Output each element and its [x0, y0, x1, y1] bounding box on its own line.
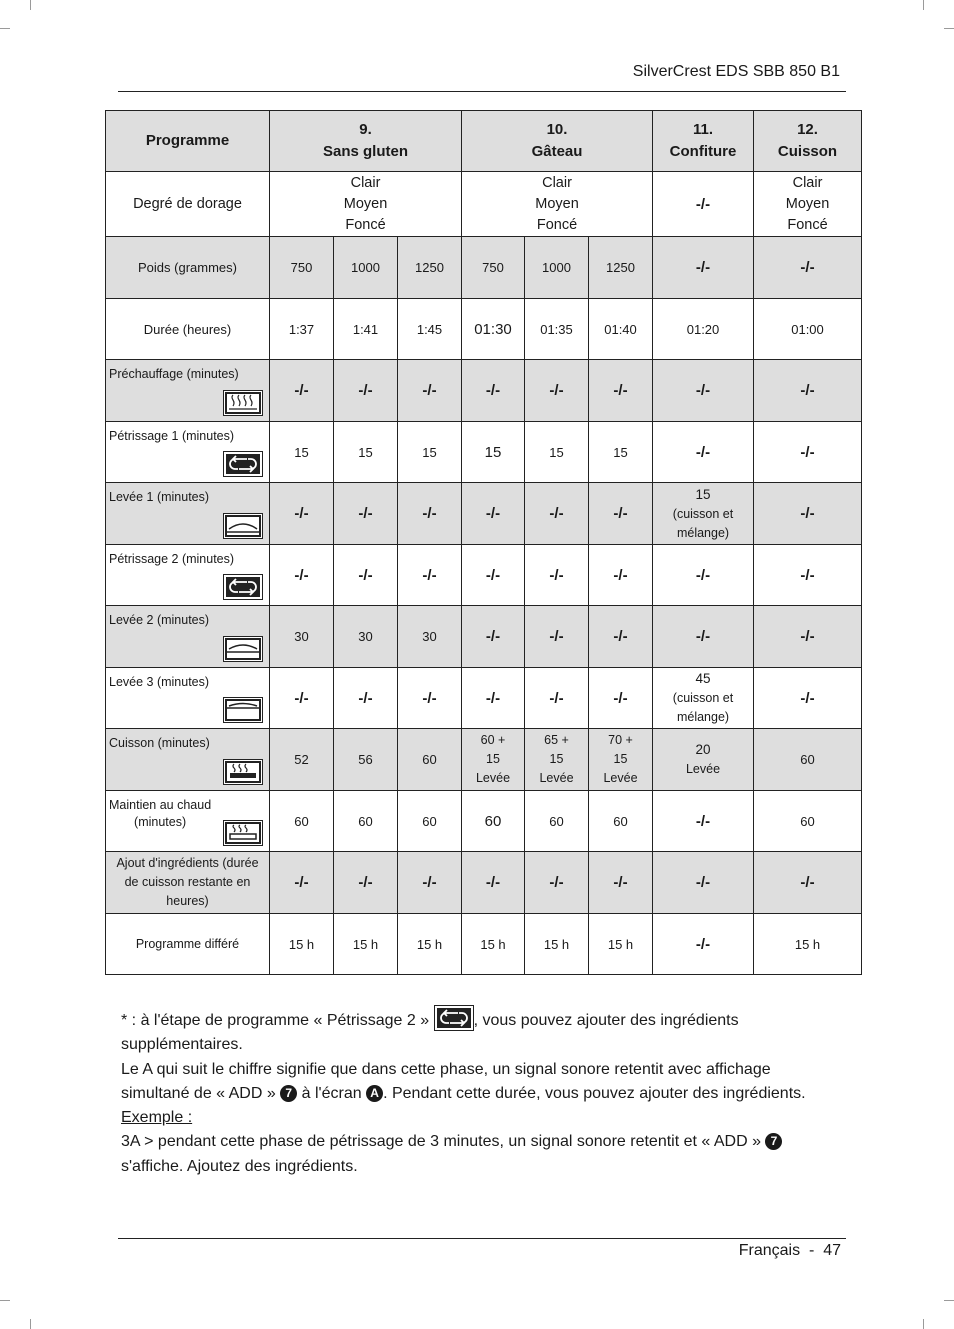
program-table [105, 110, 862, 975]
row-preheat [106, 360, 862, 422]
cell-value: 15 [398, 422, 462, 483]
cell-dash: -/- [525, 852, 589, 914]
cell-dash: -/- [589, 606, 653, 668]
keep-warm-icon [223, 820, 263, 846]
cell-value: 750 [462, 237, 525, 299]
cell-browning-p10: Clair Moyen Foncé [462, 172, 653, 237]
row-label-cell [106, 791, 270, 852]
number-7-icon: 7 [765, 1133, 782, 1150]
cell-browning-p9: Clair Moyen Foncé [270, 172, 462, 237]
knead-icon [223, 451, 263, 477]
cell-dash: -/- [525, 483, 589, 545]
cell-dash: -/- [754, 668, 862, 729]
note-line: s'affiche. Ajoutez des ingrédients. [121, 1157, 358, 1175]
row-label: Poids (grammes) [106, 237, 270, 299]
cell-dash: -/- [398, 852, 462, 914]
cell-value: 01:00 [754, 299, 862, 360]
cell-value: 750 [270, 237, 334, 299]
header-program-12: 12. Cuisson [754, 111, 862, 172]
note-line: simultané de « ADD » 7 à l'écran A . Pendant cette durée, vous pouvez ajouter des ingrédients. [121, 1084, 806, 1102]
cell-dash: -/- [589, 852, 653, 914]
row-browning [106, 172, 862, 237]
cell-dash: -/- [653, 914, 754, 975]
row-label-cell [106, 668, 270, 729]
header-program-10: 10. Gâteau [462, 111, 653, 172]
row-rise1 [106, 483, 862, 545]
cell-value: 52 [270, 729, 334, 791]
cell-dash: -/- [653, 172, 754, 237]
cell-dash: -/- [334, 545, 398, 606]
cell-dash: -/- [653, 606, 754, 668]
row-label: Ajout d'ingrédients (durée de cuisson restante en heures) [106, 852, 270, 914]
row-add-ingredients [106, 852, 862, 914]
cell-value: 60 [398, 729, 462, 791]
page-footer: Français - 47 [738, 1242, 841, 1259]
cell-bake-p10-1250: 70 + 15 Levée [589, 729, 653, 791]
row-label-cell [106, 360, 270, 422]
rise-icon [223, 636, 263, 662]
cell-value: 60 [462, 791, 525, 852]
cell-bake-p10-1000: 65 + 15 Levée [525, 729, 589, 791]
cell-dash: -/- [653, 422, 754, 483]
cell-dash: -/- [398, 483, 462, 545]
row-bake [106, 729, 862, 791]
row-label: Maintien au chaud (minutes) [109, 798, 212, 829]
cell-dash: -/- [398, 545, 462, 606]
row-rise2 [106, 606, 862, 668]
cell-value: 60 [589, 791, 653, 852]
row-label-cell [106, 606, 270, 668]
cell-dash: -/- [754, 545, 862, 606]
row-weight [106, 237, 862, 299]
row-label-cell [106, 545, 270, 606]
bake-icon [223, 759, 263, 785]
cell-value: 01:30 [462, 299, 525, 360]
cell-browning-p12: Clair Moyen Foncé [754, 172, 862, 237]
cell-value: 01:20 [653, 299, 754, 360]
cell-value: 15 h [398, 914, 462, 975]
cell-dash: -/- [653, 852, 754, 914]
cell-dash: -/- [589, 360, 653, 422]
cell-dash: -/- [334, 483, 398, 545]
rise-icon [223, 697, 263, 723]
cell-dash: -/- [270, 360, 334, 422]
row-label: Levée 1 (minutes) [109, 490, 210, 504]
cell-value: 15 [462, 422, 525, 483]
number-7-icon: 7 [280, 1085, 297, 1102]
cell-dash: -/- [653, 237, 754, 299]
cell-rise3-p11: 45 (cuisson et mélange) [653, 668, 754, 729]
row-label: Cuisson (minutes) [109, 736, 210, 750]
cell-value: 60 [754, 791, 862, 852]
cell-value: 30 [334, 606, 398, 668]
header-rule [118, 91, 846, 92]
cell-dash: -/- [653, 545, 754, 606]
cell-dash: -/- [398, 360, 462, 422]
row-label: Pétrissage 2 (minutes) [109, 552, 235, 566]
cell-value: 30 [270, 606, 334, 668]
row-label: Durée (heures) [106, 299, 270, 360]
cell-dash: -/- [462, 668, 525, 729]
cell-dash: -/- [653, 791, 754, 852]
cell-value: 1:37 [270, 299, 334, 360]
cell-dash: -/- [270, 668, 334, 729]
cell-value: 30 [398, 606, 462, 668]
cell-value: 15 h [334, 914, 398, 975]
cell-value: 1250 [589, 237, 653, 299]
cell-dash: -/- [270, 852, 334, 914]
row-label: Pétrissage 1 (minutes) [109, 429, 235, 443]
row-label: Levée 3 (minutes) [109, 675, 210, 689]
row-delayed-program [106, 914, 862, 975]
cell-value: 15 [589, 422, 653, 483]
cell-dash: -/- [754, 237, 862, 299]
cell-value: 60 [525, 791, 589, 852]
cell-dash: -/- [754, 852, 862, 914]
cell-dash: -/- [754, 422, 862, 483]
cell-dash: -/- [525, 545, 589, 606]
header-program-9: 9. Sans gluten [270, 111, 462, 172]
table-header-row [106, 111, 862, 172]
header-program-11: 11. Confiture [653, 111, 754, 172]
cell-value: 15 [334, 422, 398, 483]
cell-bake-p11: 20 Levée [653, 729, 754, 791]
cell-value: 1:41 [334, 299, 398, 360]
cell-value: 1000 [525, 237, 589, 299]
notes [121, 1005, 841, 1179]
note-line: 3A > pendant cette phase de pétrissage de 3 minutes, un signal sonore retentit et « ADD » 7 [121, 1130, 841, 1154]
cell-value: 60 [270, 791, 334, 852]
cell-value: 60 [334, 791, 398, 852]
cell-value: 1:45 [398, 299, 462, 360]
header-title: SilverCrest EDS SBB 850 B1 [632, 63, 840, 80]
note-line: supplémentaires. [121, 1036, 243, 1054]
preheat-icon [223, 390, 263, 416]
cell-value: 1250 [398, 237, 462, 299]
row-duration [106, 299, 862, 360]
cell-dash: -/- [525, 668, 589, 729]
cell-dash: -/- [754, 606, 862, 668]
cell-value: 15 h [525, 914, 589, 975]
cell-dash: -/- [334, 360, 398, 422]
cell-dash: -/- [462, 545, 525, 606]
row-rise3 [106, 668, 862, 729]
cell-rise1-p11: 15 (cuisson et mélange) [653, 483, 754, 545]
cell-value: 60 [754, 729, 862, 791]
row-label: Levée 2 (minutes) [109, 613, 210, 627]
row-label: Programme différé [106, 914, 270, 975]
footer-rule [118, 1238, 846, 1239]
cell-dash: -/- [462, 852, 525, 914]
letter-a-icon: A [366, 1085, 383, 1102]
cell-value: 15 h [270, 914, 334, 975]
row-knead1 [106, 422, 862, 483]
cell-value: 15 h [462, 914, 525, 975]
header-programme: Programme [106, 111, 270, 172]
cell-dash: -/- [525, 606, 589, 668]
row-label-cell [106, 422, 270, 483]
cell-value: 01:40 [589, 299, 653, 360]
cell-dash: -/- [462, 483, 525, 545]
cell-value: 15 h [754, 914, 862, 975]
knead-icon [434, 1005, 474, 1031]
note-line: Le A qui suit le chiffre signifie que dans cette phase, un signal sonore retentit avec affichage [121, 1060, 771, 1078]
row-keepwarm [106, 791, 862, 852]
example-heading: Exemple : [121, 1109, 193, 1127]
cell-value: 1000 [334, 237, 398, 299]
cell-dash: -/- [653, 360, 754, 422]
cell-dash: -/- [270, 483, 334, 545]
cell-value: 56 [334, 729, 398, 791]
cell-dash: -/- [754, 360, 862, 422]
cell-dash: -/- [589, 545, 653, 606]
row-label-cell [106, 729, 270, 791]
cell-value: 15 h [589, 914, 653, 975]
cell-dash: -/- [525, 360, 589, 422]
cell-bake-p10-750: 60 + 15 Levée [462, 729, 525, 791]
cell-dash: -/- [334, 852, 398, 914]
row-knead2 [106, 545, 862, 606]
rise-icon [223, 513, 263, 539]
row-label: Préchauffage (minutes) [109, 367, 239, 381]
cell-dash: -/- [270, 545, 334, 606]
cell-dash: -/- [589, 668, 653, 729]
cell-dash: -/- [334, 668, 398, 729]
cell-value: 15 [270, 422, 334, 483]
cell-dash: -/- [462, 606, 525, 668]
cell-value: 01:35 [525, 299, 589, 360]
knead-icon [223, 574, 263, 600]
cell-value: 15 [525, 422, 589, 483]
note-line: * : à l'étape de programme « Pétrissage 2 » , vous pouvez ajouter des ingrédients [121, 1005, 841, 1033]
row-label: Degré de dorage [106, 172, 270, 237]
cell-value: 60 [398, 791, 462, 852]
cell-dash: -/- [754, 483, 862, 545]
cell-dash: -/- [589, 483, 653, 545]
row-label-cell [106, 483, 270, 545]
cell-dash: -/- [462, 360, 525, 422]
cell-dash: -/- [398, 668, 462, 729]
